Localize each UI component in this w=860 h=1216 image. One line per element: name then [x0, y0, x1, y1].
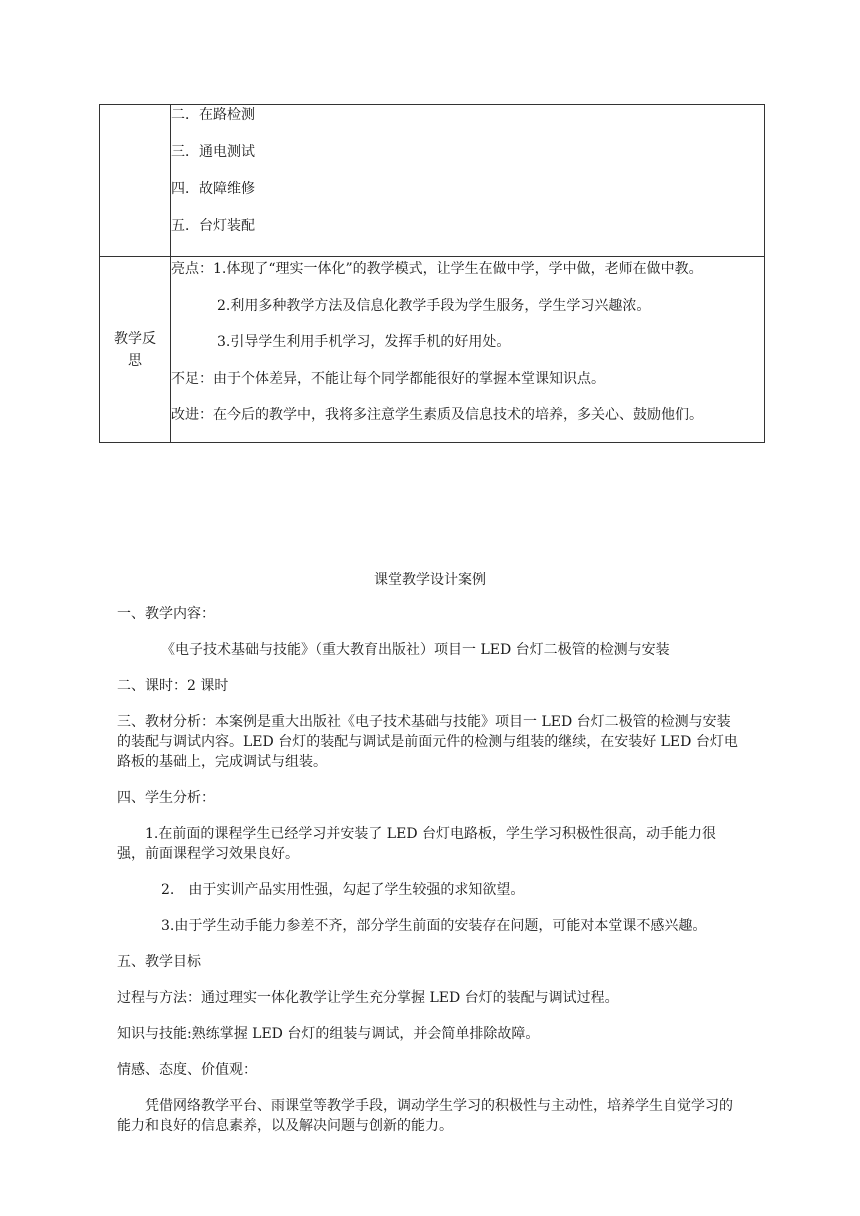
- content-text: 《电子技术基础与技能》（重大教育出版社）项目一 LED 台灯二极管的检测与安装: [161, 642, 670, 658]
- goal-process: 过程与方法：通过理实一体化教学让学生充分掌握 LED 台灯的装配与调试过程。: [117, 990, 619, 1006]
- student-analysis-2: 2. 由于实训产品实用性强，勾起了学生较强的求知欲望。: [161, 882, 525, 898]
- highlight-2: 2.利用多种教学方法及信息化教学手段为学生服务，学生学习兴趣浓。: [217, 297, 651, 314]
- section-heading: 四、学生分析：: [117, 790, 215, 806]
- steps-row: [100, 105, 765, 257]
- reflection-cell: [171, 257, 765, 443]
- case-section: [117, 568, 743, 1136]
- shortcoming-text: 不足：由于个体差异，不能让每个同学都能很好的掌握本堂课知识点。: [171, 370, 605, 387]
- reflection-label: 教学反思: [100, 257, 171, 443]
- steps-label-cell: [100, 105, 171, 257]
- steps-cell: [171, 105, 765, 257]
- class-hours: 二、课时：2 课时: [117, 678, 229, 694]
- section-heading: 五、教学目标: [117, 954, 201, 970]
- goal-emotion-heading: 情感、态度、价值观：: [117, 1062, 257, 1078]
- highlight-1: 亮点：1.体现了“理实一体化”的教学模式，让学生在做中学，学中做，老师在做中教。: [171, 261, 703, 277]
- lesson-table: [99, 104, 765, 443]
- step-item: 四．故障维修: [171, 181, 255, 197]
- section-heading: 一、教学内容：: [117, 606, 215, 622]
- step-item: 三．通电测试: [171, 144, 255, 160]
- step-item: 二．在路检测: [171, 107, 255, 123]
- case-title: 课堂教学设计案例: [374, 572, 486, 588]
- goal-knowledge: 知识与技能:熟练掌握 LED 台灯的组装与调试，并会简单排除故障。: [117, 1026, 540, 1042]
- student-analysis-3: 3.由于学生动手能力参差不齐，部分学生前面的安装存在问题，可能对本堂课不感兴趣。: [161, 918, 707, 934]
- step-item: 五．台灯装配: [171, 218, 255, 234]
- material-analysis: 三、教材分析：本案例是重大出版社《电子技术基础与技能》项目一 LED 台灯二极管的检测与安装的装配与调试内容。LED 台灯的装配与调试是前面元件的检测与组装的继续，在安装好 LED 台灯电路板的基础上，完成调试与组装。: [117, 714, 738, 770]
- student-analysis-1: 1.在前面的课程学生已经学习并安装了 LED 台灯电路板，学生学习积极性很高，动手能力很强，前面课程学习效果良好。: [117, 826, 716, 862]
- goal-emotion-body: 凭借网络教学平台、雨课堂等教学手段，调动学生学习的积极性与主动性，培养学生自觉学习的能力和良好的信息素养，以及解决问题与创新的能力。: [117, 1098, 733, 1134]
- highlight-3: 3.引导学生利用手机学习，发挥手机的好用处。: [217, 334, 511, 350]
- reflection-row: [100, 257, 765, 443]
- improvement-text: 改进：在今后的教学中，我将多注意学生素质及信息技术的培养，多关心、鼓励他们。: [171, 407, 703, 423]
